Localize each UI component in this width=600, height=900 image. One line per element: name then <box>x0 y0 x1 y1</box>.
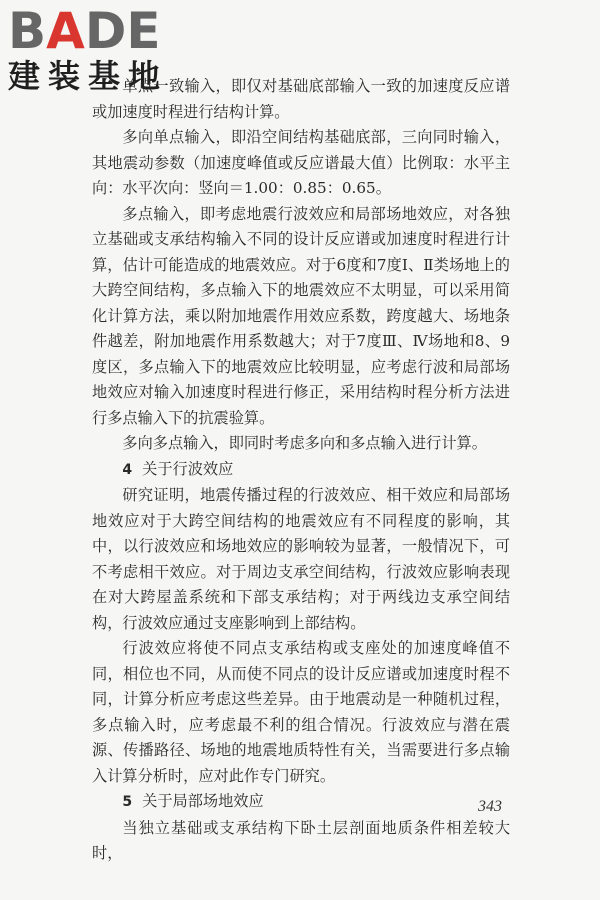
paragraph-multi-direction-single-point: 多向单点输入，即沿空间结构基础底部，三向同时输入，其地震动参数（加速度峰值或反应谱最大值）比例取：水平主向：水平次向：竖向＝1.00：0.85：0.65。 <box>92 128 510 197</box>
section-5-number: 5 <box>122 794 133 810</box>
section-4-paragraph-2: 行波效应将使不同点支承结构或支座处的加速度峰值不同，相位也不同，从而使不同点的设计反应谱或加速度时程不同，计算分析应考虑这些差异。由于地震动是一种随机过程，多点输入时，应考虑最不利的组合情况。行波效应与潜在震源、传播路径、场地的地震地质特性有关，当需要进行多点输入计算分析时，应对此作专门研究。 <box>92 639 510 785</box>
page-number: 343 <box>478 798 502 815</box>
section-4-title: 关于行波效应 <box>142 459 234 478</box>
section-5-heading <box>92 789 510 816</box>
section-5-paragraph-1: 当独立基础或支承结构下卧土层剖面地质条件相差较大时， <box>92 818 510 862</box>
paragraph-single-point-input: 单点一致输入，即仅对基础底部输入一致的加速度反应谱或加速度时程进行结构计算。 <box>92 77 510 121</box>
section-5-title: 关于局部场地效应 <box>142 792 264 810</box>
paragraph-multi-point-input: 多点输入，即考虑地震行波效应和局部场地效应，对各独立基础或支承结构输入不同的设计反应谱或加速度时程进行计算，估计可能造成的地震效应。对于6度和7度Ⅰ、Ⅱ类场地上的大跨空间结构，多点输入下的地震效应不太明显，可以采用简化计算方法，乘以附加地震作用效应系数，跨度越大、场地条件越差，附加地震作用系数越大；对于7度Ⅲ、Ⅳ场地和8、9度区，多点输入下的地震效应比较明显，应考虑行波和局部场地效应对输入加速度时程进行修正，采用结构时程分析方法进行多点输入下的抗震验算。 <box>92 204 510 427</box>
section-4-heading <box>92 457 510 484</box>
logo-wordmark: BADE <box>8 2 161 60</box>
section-4-number: 4 <box>122 461 133 478</box>
section-4-paragraph-1: 研究证明，地震传播过程的行波效应、相干效应和局部场地效应对于大跨空间结构的地震效应有不同程度的影响，其中，以行波效应和场地效应的影响较为显著，一般情况下，可不考虑相干效应。对于周边支承空间结构，行波效应影响表现在对大跨屋盖系统和下部支承结构；对于两线边支承空间结构，行波效应通过支座影响到上部结构。 <box>92 486 510 632</box>
paragraph-multi-direction-multi-point: 多向多点输入，即同时考虑多向和多点输入进行计算。 <box>122 434 487 452</box>
logo-subtitle: 建装基地 <box>8 57 169 95</box>
body-text <box>92 74 510 867</box>
